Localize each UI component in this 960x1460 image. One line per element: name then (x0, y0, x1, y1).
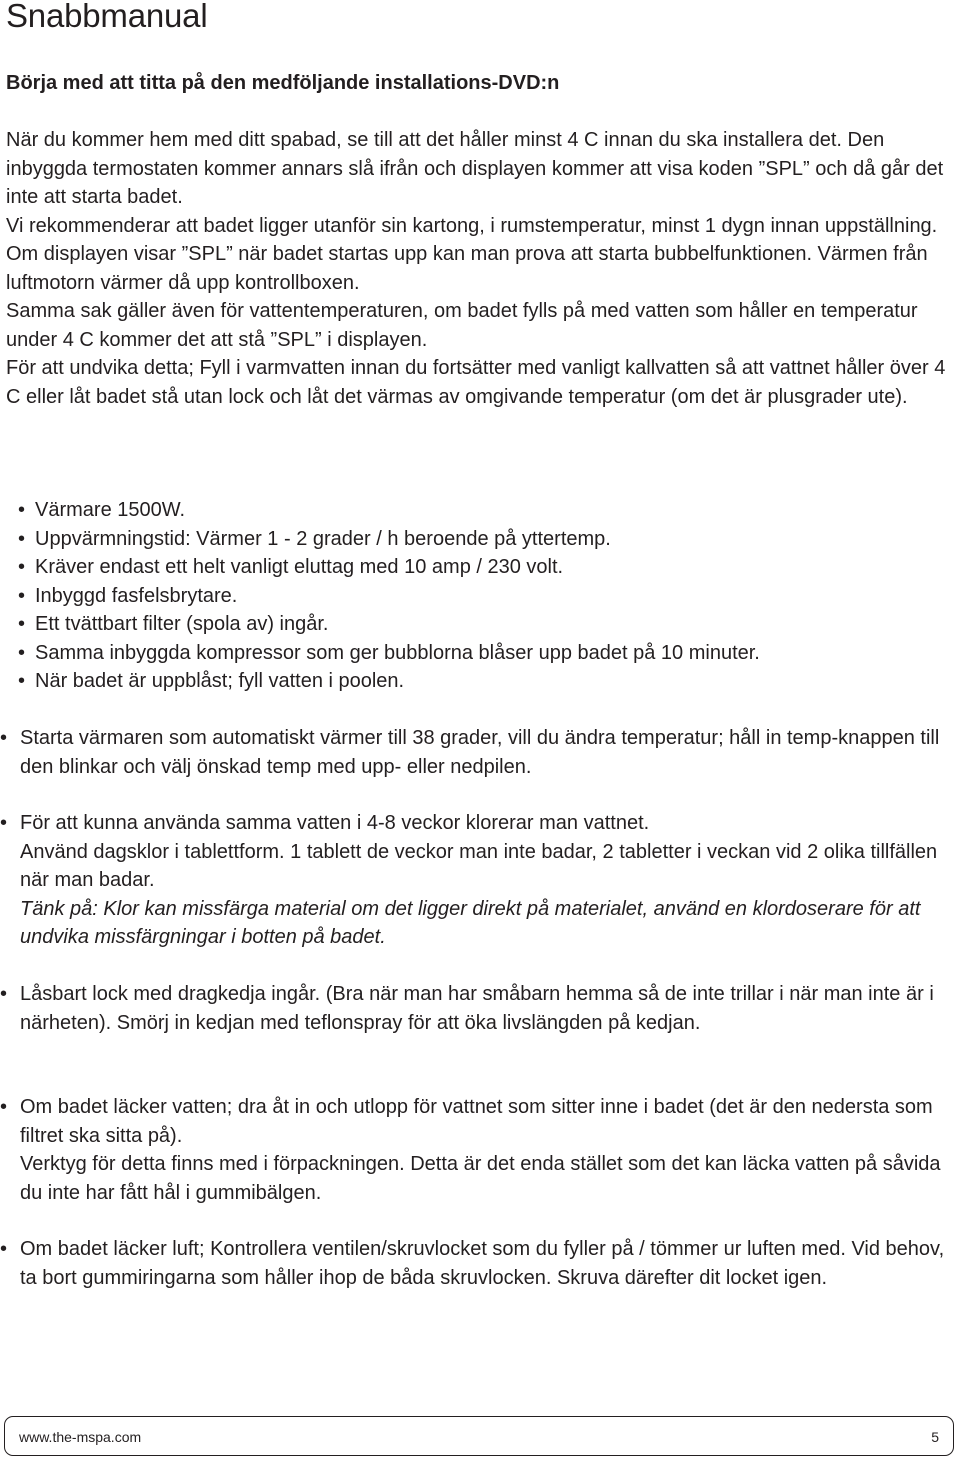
chlorine-note-text: • För att kunna använda samma vatten i 4-8 veckor klorerar man vattnet. (20, 812, 650, 834)
dvd-instruction-heading: Börja med att titta på den medföljande installations-DVD:n (6, 72, 560, 94)
chlorine-dosage-text: Använd dagsklor i tablettform. 1 tablett de veckor man inte badar, 2 tabletter i veckan vid 2 olika tillfällen när man badar. (20, 840, 938, 891)
spec-list (18, 496, 760, 696)
intro-paragraph: Samma sak gäller även för vattentemperaturen, om badet fylls på med vatten som håller en temperatur under 4 C kommer det att stå ”SPL” i displayen. (6, 300, 918, 351)
page-footer (4, 1416, 954, 1456)
air-leak-text: • Om badet läcker luft; Kontrollera ventilen/skruvlocket som du fyller på / tömmer ur luften med. Vid behov, ta bort gummiringarna som håller ihop de båda skruvlocken. Skruva därefter dit locket igen. (20, 1238, 945, 1289)
spec-item: • Kräver endast ett helt vanligt eluttag med 10 amp / 230 volt. (18, 553, 760, 582)
lock-note (0, 980, 945, 1037)
page-number: 5 (931, 1429, 939, 1445)
water-leak-text: • Om badet läcker vatten; dra åt in och utlopp för vattnet som sitter inne i badet (det är den nedersta som filtret ska sitta på). (20, 1096, 933, 1147)
spec-item: • Samma inbyggda kompressor som ger bubblorna blåser upp badet på 10 minuter. (18, 639, 760, 668)
intro-paragraph: För att undvika detta; Fyll i varmvatten innan du fortsätter med vanligt kallvatten så att vattnet håller över 4 C eller låt badet stå utan lock och låt det värmas av omgivande temperatur (om det är plusgrader ute). (6, 357, 946, 408)
website-link[interactable]: www.the-mspa.com (19, 1429, 142, 1445)
chlorine-tip: Tänk på: Klor kan missfärga material om det ligger direkt på materialet, använd en klordoserare för att undvika missfärgningar i botten på badet. (20, 897, 921, 948)
intro-paragraph: Vi rekommenderar att badet ligger utanför sin kartong, i rumstemperatur, minst 1 dygn innan uppställning. (6, 214, 938, 237)
spec-item: • Ett tvättbart filter (spola av) ingår. (18, 610, 760, 639)
temperature-note (0, 724, 945, 781)
water-leak-tool-text: Verktyg för detta finns med i förpackningen. Detta är det enda stället som det kan läcka vatten på såvida du inte har fått hål i gummibälgen. (20, 1153, 941, 1204)
temperature-note-text: • Starta värmaren som automatiskt värmer till 38 grader, vill du ändra temperatur; håll in temp-knappen till den blinkar och välj önskad temp med upp- eller nedpilen. (20, 727, 940, 778)
lock-note-text: • Låsbart lock med dragkedja ingår. (Bra när man har småbarn hemma så de inte trillar i när man inte är i närheten). Smörj in kedjan med teflonspray för att öka livslängden på kedjan. (20, 983, 934, 1034)
chlorine-note (0, 809, 945, 952)
intro-section (6, 126, 956, 411)
spec-item: • Värmare 1500W. (18, 496, 760, 525)
air-leak-note (0, 1235, 945, 1292)
intro-paragraph: Om displayen visar ”SPL” när badet startas upp kan man prova att starta bubbelfunktionen. Värmen från luftmotorn värmer då upp kontrollboxen. (6, 243, 928, 294)
page-title: Snabbmanual (6, 0, 208, 34)
spec-item: • Inbyggd fasfelsbrytare. (18, 582, 760, 611)
water-leak-note (0, 1093, 945, 1207)
spec-item: • Uppvärmningstid: Värmer 1 - 2 grader / h beroende på yttertemp. (18, 525, 760, 554)
spec-item: • När badet är uppblåst; fyll vatten i poolen. (18, 667, 760, 696)
intro-paragraph: När du kommer hem med ditt spabad, se till att det håller minst 4 C innan du ska installera det. Den inbyggda termostaten kommer annars slå ifrån och displayen kommer att visa koden ”SPL” och då går det inte att starta badet. (6, 129, 944, 208)
